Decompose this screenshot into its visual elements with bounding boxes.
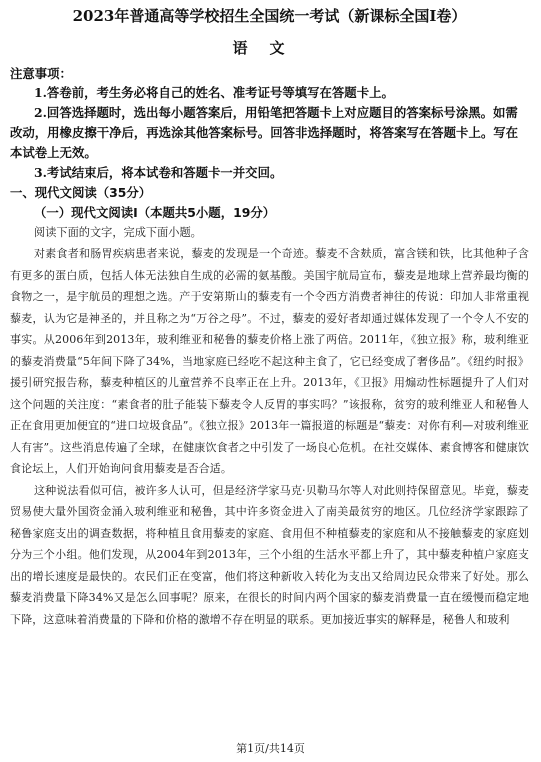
section-reading: [10, 183, 529, 630]
passage-paragraph-2: 这种说法看似可信，被许多人认可，但是经济学家马克·贝勒马尔等人对此则持保留意见。毕竟，藜麦贸易使大量外国资金涌入玻利维亚和秘鲁，其中许多资金进入了南美最贫穷的地区。几位经济学家跟踪了秘鲁家庭支出的调查数据，将种植且食用藜麦的家庭、食用但不种植藜麦的家庭和从不接触藜麦的家庭划分为三个小组。他们发现，从2004年到2013年，三个小组的生活水平都上升了，其中藜麦种植户家庭支出的增长速度是最快的。农民们正在变富，他们将这种新收入转化为支出又给周边民众带来了好处。那么藜麦消费量下降34%又是怎么回事呢？原来，在很长的时间内两个国家的藜麦消费量一直在缓慢而稳定地下降，这意味着消费量的下降和价格的激增不存在明显的联系。更加接近事实的解释是，秘鲁人和玻利: [10, 483, 529, 626]
notice-item-3: 3.考试结束后，将本试卷和答题卡一并交回。: [34, 165, 283, 180]
section-heading: 一、现代文阅读（35分）: [10, 185, 152, 200]
sub-section-heading: （一）现代文阅读Ⅰ（本题共5小题，19分）: [34, 205, 276, 220]
page-number: 第1页/共14页: [236, 742, 305, 755]
notice-item-2: 2.回答选择题时，选出每小题答案后，用铅笔把答题卡上对应题目的答案标号涂黑。如需改动，用橡皮擦干净后，再选涂其他答案标号。回答非选择题时，将答案写在答题卡上。写在本试卷上无效。: [10, 105, 519, 160]
reading-instruction: 阅读下面的文字，完成下面小题。: [34, 226, 202, 239]
notice-block: [10, 64, 529, 183]
notice-item-1: 1.答卷前，考生务必将自己的姓名、准考证号等填写在答题卡上。: [34, 85, 394, 100]
passage-paragraph-1: 对素食者和肠胃疾病患者来说，藜麦的发现是一个奇迹。藜麦不含麸质，富含镁和铁，比其他种子含有更多的蛋白质，包括人体无法独自生成的必需的氨基酸。美国宇航局宣布，藜麦是地球上营养最均衡的食物之一，是宇航员的理想之选。产于安第斯山的藜麦有一个令西方消费者神往的传说：印加人非常重视藜麦，认为它是神圣的，并且称之为“万谷之母”。不过，藜麦的爱好者却通过媒体发现了一个令人不安的事实。从2006年到2013年，玻利维亚和秘鲁的藜麦价格上涨了两倍。2011年，《独立报》称，玻利维亚的藜麦消费量“5年间下降了34%，当地家庭已经吃不起这种主食了，它已经变成了奢侈品”。《纽约时报》援引研究报告称，藜麦种植区的儿童营养不良率正在上升。2013年，《卫报》用煽动性标题提升了人们对这个问题的关注度：“素食者的肚子能装下藜麦令人反胃的事实吗？”该报称，贫穷的玻利维亚人和秘鲁人正在食用更加便宜的“进口垃圾食品”。《独立报》2013年一篇报道的标题是“藜麦：对你有利—对玻利维亚人有害”。这些消息传遍了全球，在健康饮食者之中引发了一场良心危机。在社交媒体、素食博客和健康饮食论坛上，人们开始询问食用藜麦是否合适。: [10, 247, 529, 475]
notice-heading: 注意事项：: [10, 66, 72, 81]
exam-title: 2023年普通高等学校招生全国统一考试（新课标全国Ⅰ卷）: [72, 7, 467, 25]
subject-title: 语文: [232, 39, 307, 57]
